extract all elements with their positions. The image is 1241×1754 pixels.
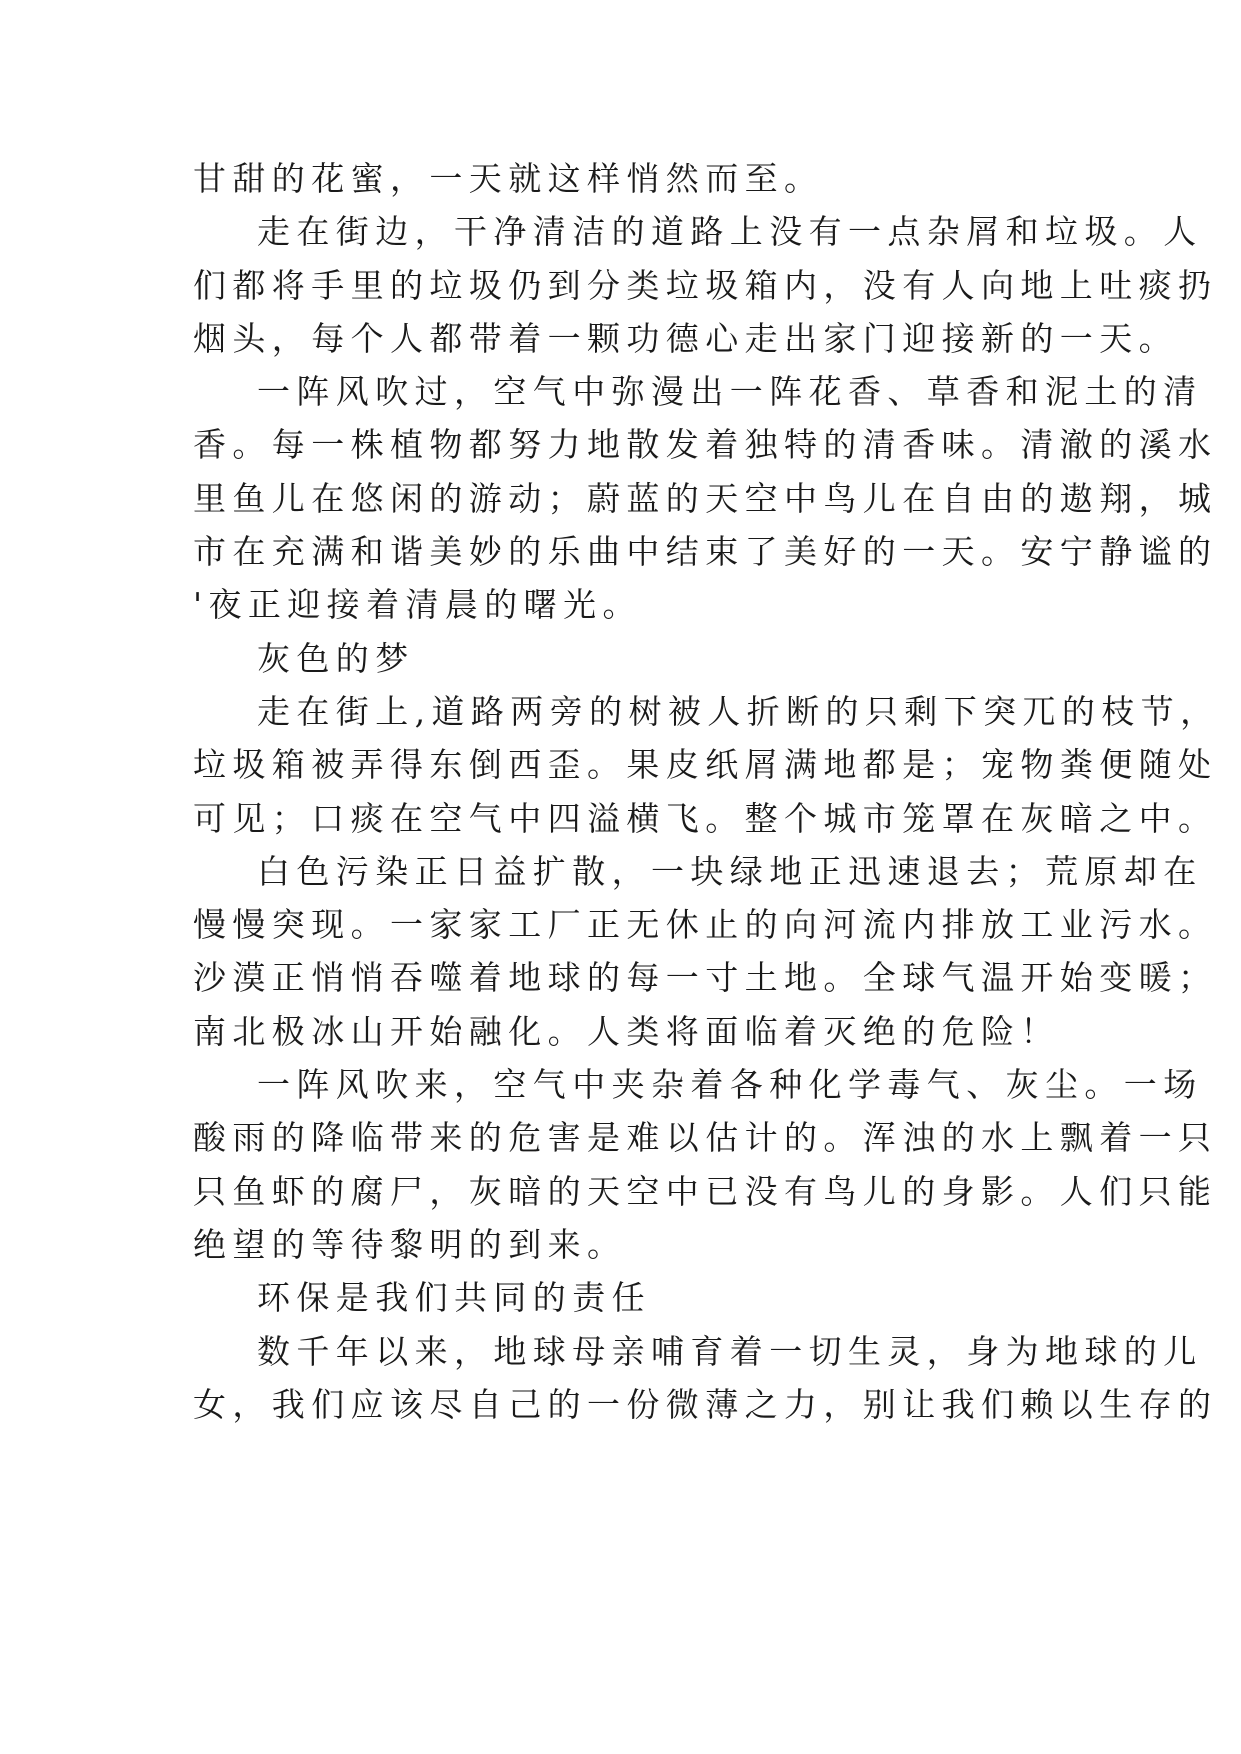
text-line: 一阵风吹过，空气中弥漫出一阵花香、草香和泥土的清 (257, 372, 1203, 412)
text-line: 酸雨的降临带来的危害是难以估计的。浑浊的水上飘着一只 (193, 1118, 1218, 1158)
text-line: 走在街上,道路两旁的树被人折断的只剩下突兀的枝节， (257, 691, 1220, 731)
text-line: 一阵风吹来，空气中夹杂着各种化学毒气、灰尘。一场 (257, 1065, 1203, 1105)
text-line: 南北极冰山开始融化。人类将面临着灭绝的危险！ (193, 1011, 1060, 1051)
text-line: 可见；口痰在空气中四溢横飞。整个城市笼罩在灰暗之中。 (193, 798, 1218, 838)
text-line: 沙漠正悄悄吞噬着地球的每一寸土地。全球气温开始变暖； (193, 958, 1218, 998)
text-line: 只鱼虾的腐尸，灰暗的天空中已没有鸟儿的身影。人们只能 (193, 1171, 1218, 1211)
text-line: 数千年以来，地球母亲哺育着一切生灵，身为地球的儿 (257, 1331, 1203, 1371)
text-line: '夜正迎接着清晨的曙光。 (193, 585, 642, 625)
text-line: 里鱼儿在悠闲的游动；蔚蓝的天空中鸟儿在自由的遨翔，城 (193, 478, 1218, 518)
text-line: 绝望的等待黎明的到来。 (193, 1224, 627, 1264)
text-line: 市在充满和谐美妙的乐曲中结束了美好的一天。安宁静谧的 (193, 532, 1218, 572)
text-line: 烟头，每个人都带着一颗功德心走出家门迎接新的一天。 (193, 318, 1178, 358)
text-line: 垃圾箱被弄得东倒西歪。果皮纸屑满地都是；宠物粪便随处 (193, 745, 1218, 785)
text-line: 香。每一株植物都努力地散发着独特的清香味。清澈的溪水 (193, 425, 1218, 465)
text-line: 环保是我们共同的责任 (257, 1278, 651, 1318)
text-line: 灰色的梦 (257, 638, 415, 678)
text-line: 甘甜的花蜜，一天就这样悄然而至。 (193, 159, 824, 198)
text-line: 慢慢突现。一家家工厂正无休止的向河流内排放工业污水。 (193, 905, 1218, 945)
body-text (193, 152, 1220, 1431)
text-line: 白色污染正日益扩散，一块绿地正迅速退去；荒原却在 (257, 851, 1203, 891)
text-line: 们都将手里的垃圾仍到分类垃圾箱内，没有人向地上吐痰扔 (193, 265, 1218, 305)
text-line: 女，我们应该尽自己的一份微薄之力，别让我们赖以生存的 (193, 1384, 1218, 1424)
text-line: 走在街边，干净清洁的道路上没有一点杂屑和垃圾。人 (257, 212, 1203, 252)
